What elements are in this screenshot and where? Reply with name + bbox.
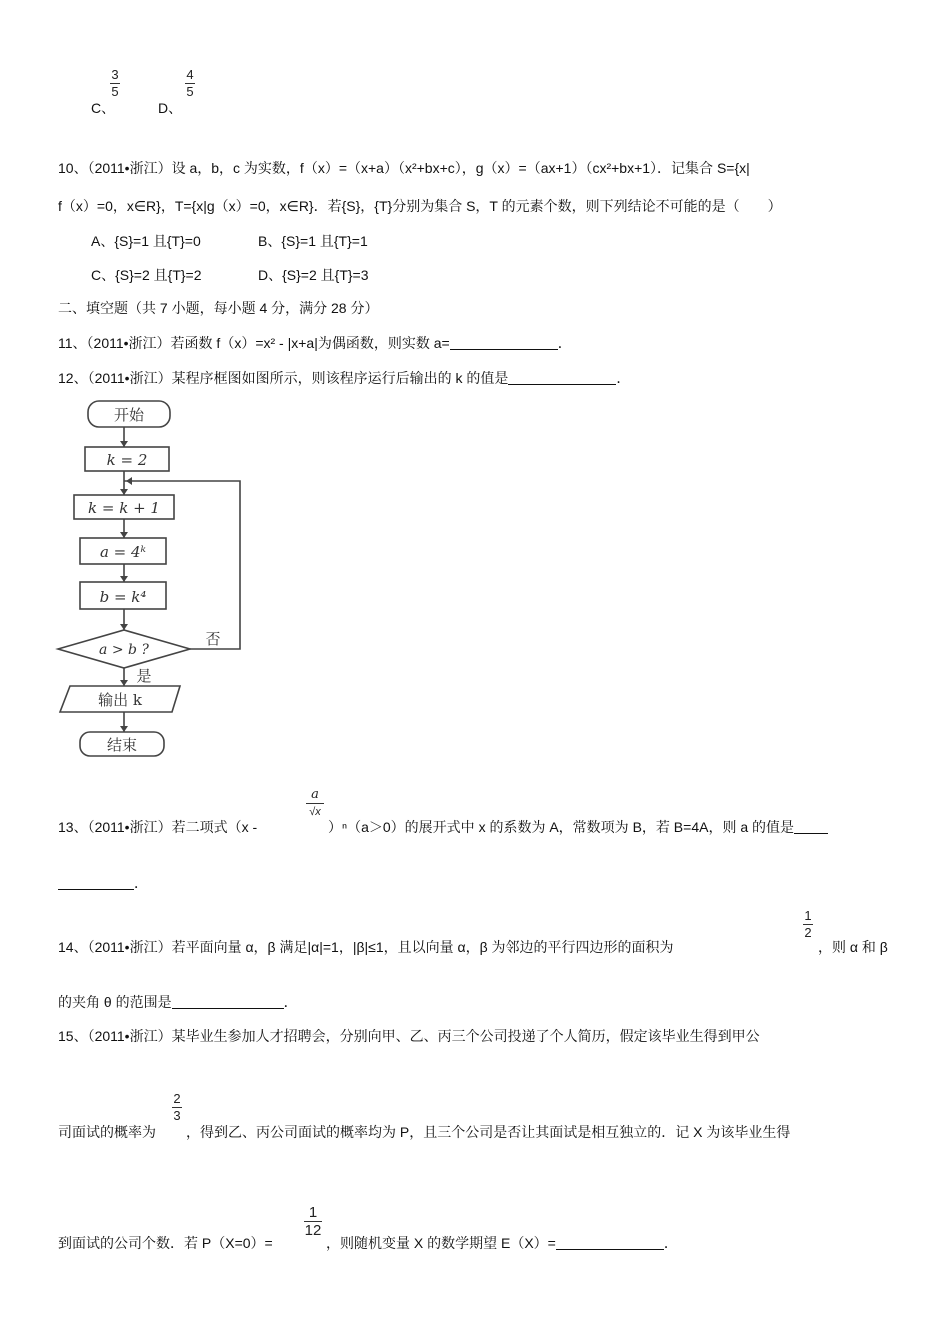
answer-blank bbox=[58, 875, 134, 890]
q15-line2-pre: 司面试的概率为 bbox=[58, 1124, 156, 1140]
flow-step1-text: k = k + 1 bbox=[88, 499, 160, 517]
answer-blank bbox=[556, 1235, 664, 1250]
q10-option-a: A、{S}=1 且{T}=0 bbox=[91, 233, 201, 249]
q11-line bbox=[58, 333, 572, 353]
q14-fraction bbox=[803, 909, 813, 940]
answer-blank bbox=[450, 335, 558, 350]
q9-option-c-fraction bbox=[110, 68, 120, 99]
answer-blank bbox=[794, 819, 828, 834]
flowchart bbox=[52, 396, 252, 766]
q12-tail: ． bbox=[616, 370, 631, 386]
q15-line3-post-line bbox=[326, 1233, 678, 1253]
q13-line-2 bbox=[58, 873, 148, 893]
q15-fraction-1 bbox=[172, 1092, 182, 1123]
q10-line-2: f（x）=0，x∈R}，T={x|g（x）=0，x∈R}．若{S}，{T}分别为集合 S，T 的元素个数，则下列结论不可能的是（ ） bbox=[58, 198, 782, 214]
q13-frac-numerator: a bbox=[311, 787, 319, 802]
flow-step3-text: b = k⁴ bbox=[99, 588, 147, 606]
q11-tail: ． bbox=[557, 335, 572, 351]
flow-yes-label: 是 bbox=[136, 667, 152, 685]
q15-line-1: 15、（2011•浙江）某毕业生参加人才招聘会，分别向甲、乙、丙三个公司投递了个人简历，假定该毕业生得到甲公 bbox=[58, 1028, 760, 1044]
answer-blank bbox=[172, 994, 284, 1009]
q9-option-d-numerator: 4 bbox=[186, 67, 194, 82]
q10-option-b: B、{S}=1 且{T}=1 bbox=[258, 233, 368, 249]
q14-tail: ． bbox=[283, 994, 298, 1010]
q9-option-c-denominator: 5 bbox=[111, 84, 119, 99]
q13-pre: 13、（2011•浙江）若二项式（x - bbox=[58, 819, 258, 835]
q12-text: 12、（2011•浙江）某程序框图如图所示，则该程序运行后输出的 k 的值是 bbox=[58, 370, 509, 386]
q14-frac-denominator: 2 bbox=[804, 925, 812, 940]
q15-tail: ． bbox=[663, 1235, 678, 1251]
q9-option-c-numerator: 3 bbox=[111, 67, 119, 82]
flow-end-text: 结束 bbox=[106, 736, 138, 754]
q14-pre: 14、（2011•浙江）若平面向量 α，β 满足|α|=1，|β|≤1，且以向量 α，β 为邻边的平行四边形的面积为 bbox=[58, 939, 674, 955]
q14-line2-text: 的夹角 θ 的范围是 bbox=[58, 994, 172, 1010]
q12-line bbox=[58, 368, 630, 388]
q15-fraction-2 bbox=[304, 1205, 322, 1238]
q15-frac2-denominator: 12 bbox=[304, 1222, 322, 1239]
q9-option-c-label: C、 bbox=[91, 100, 116, 116]
flow-step2-text: a = 4ᵏ bbox=[99, 543, 147, 561]
q13-frac-denominator: √x bbox=[309, 806, 321, 818]
flow-no-label: 否 bbox=[205, 630, 221, 648]
q9-option-d-label: D、 bbox=[158, 100, 183, 116]
q13-post-line bbox=[328, 817, 828, 837]
section-2-heading: 二、填空题（共 7 小题，每小题 4 分，满分 28 分） bbox=[58, 300, 379, 316]
q10-option-c: C、{S}=2 且{T}=2 bbox=[91, 267, 202, 283]
answer-blank bbox=[508, 370, 616, 385]
q14-line-2 bbox=[58, 992, 298, 1012]
fraction-bar bbox=[306, 803, 324, 804]
flow-output-text: 输出 k bbox=[98, 691, 142, 709]
flow-start-text: 开始 bbox=[113, 406, 145, 424]
q13-fraction bbox=[306, 788, 324, 819]
q9-option-d-denominator: 5 bbox=[186, 84, 194, 99]
q14-frac-numerator: 1 bbox=[804, 908, 812, 923]
q13-post: ）ⁿ（a＞0）的展开式中 x 的系数为 A，常数项为 B，若 B=4A，则 a 的值是 bbox=[328, 819, 795, 835]
q10-line-1: 10、（2011•浙江）设 a，b，c 为实数，f（x）=（x+a）（x²+bx+c），g（x）=（ax+1）（cx²+bx+1）．记集合 S={x| bbox=[58, 160, 750, 176]
q11-text: 11、（2011•浙江）若函数 f（x）=x² - |x+a|为偶函数，则实数 a= bbox=[58, 335, 450, 351]
flow-decision-text: a > b ? bbox=[99, 642, 149, 658]
q15-frac2-numerator: 1 bbox=[308, 1204, 318, 1221]
q15-line2-post: ，得到乙、丙公司面试的概率均为 P，且三个公司是否让其面试是相互独立的．记 X 为该毕业生得 bbox=[186, 1124, 791, 1140]
q9-option-d-fraction bbox=[185, 68, 195, 99]
q15-line3-post: ，则随机变量 X 的数学期望 E（X）= bbox=[326, 1235, 556, 1251]
flow-init-text: k = 2 bbox=[106, 451, 148, 469]
q13-tail: ． bbox=[134, 875, 148, 891]
q15-line3-pre: 到面试的公司个数．若 P（X=0）= bbox=[58, 1235, 273, 1251]
q15-frac1-numerator: 2 bbox=[173, 1091, 181, 1106]
q10-option-d: D、{S}=2 且{T}=3 bbox=[258, 267, 369, 283]
q15-frac1-denominator: 3 bbox=[173, 1108, 181, 1123]
q14-post: ，则 α 和 β bbox=[818, 939, 888, 955]
